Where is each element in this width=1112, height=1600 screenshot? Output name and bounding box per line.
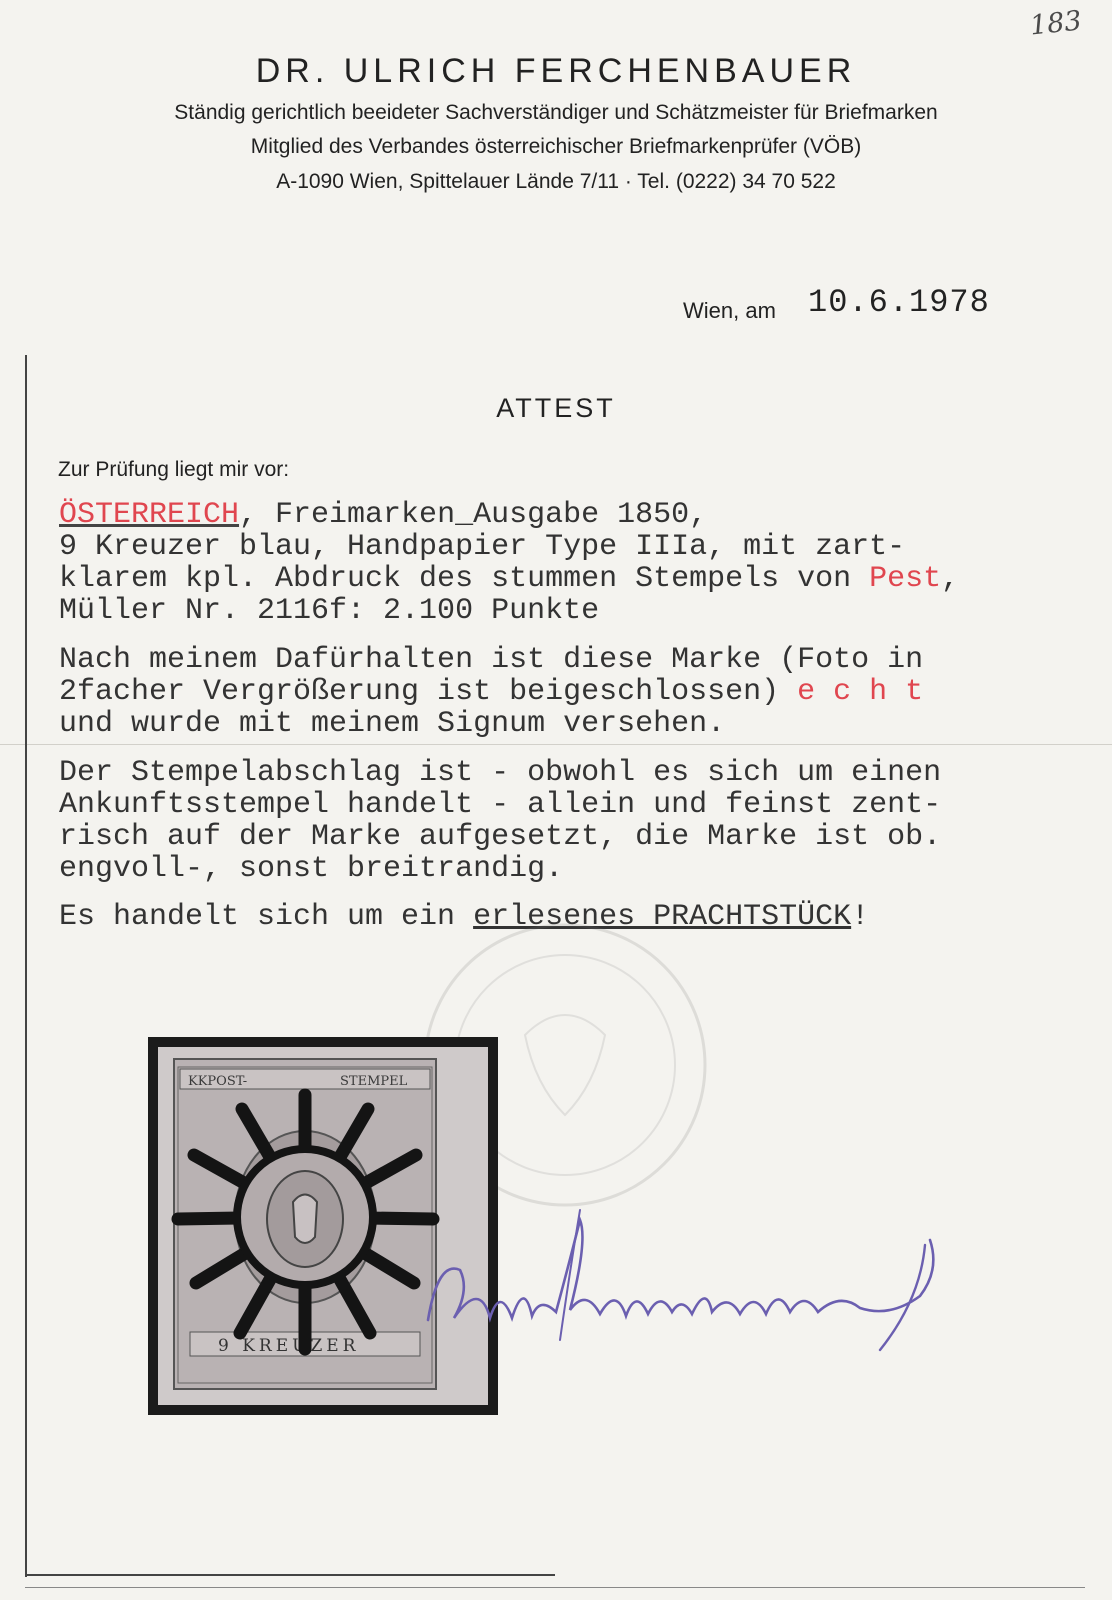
date-place: Wien, am xyxy=(683,298,776,323)
quality-emphasis: erlesenes PRACHTSTÜCK xyxy=(473,900,852,934)
para3-line2: Ankunftsstempel handelt - allein und feinst zent- xyxy=(59,788,942,822)
para3-line3: risch auf der Marke aufgesetzt, die Marke ist ob. xyxy=(59,820,942,854)
para1-line1-rest: , Freimarken_Ausgabe 1850, xyxy=(239,498,708,532)
stamp-label-top-left: KKPOST- xyxy=(188,1074,248,1089)
para2-line2 xyxy=(59,677,923,709)
para4-pre: Es handelt sich um ein xyxy=(59,900,474,934)
verdict-genuine: e c h t xyxy=(797,675,924,709)
para1-line4: Müller Nr. 2116f: 2.100 Punkte xyxy=(59,594,600,628)
issuer-line-1: Ständig gerichtlich beeideter Sachverständiger und Schätzmeister für Briefmarken xyxy=(174,101,938,124)
stamp-label-top-right: STEMPEL xyxy=(340,1074,408,1089)
para3-line4: engvoll-, sonst breitrandig. xyxy=(59,852,564,886)
para4-post: ! xyxy=(851,900,870,934)
country-name: ÖSTERREICH xyxy=(59,498,240,532)
para1-line3-pre: klarem kpl. Abdruck des stummen Stempels von xyxy=(59,562,870,596)
date-value: 10.6.1978 xyxy=(808,284,990,321)
para2-line2-pre: 2facher Vergrößerung ist beigeschlossen) xyxy=(59,675,798,709)
issuer-line-2: Mitglied des Verbandes österreichischer Briefmarkenprüfer (VÖB) xyxy=(250,135,862,158)
issuer-address: A-1090 Wien, Spittelauer Lände 7/11 · Tel. (0222) 34 70 522 xyxy=(276,170,836,193)
para3-line1: Der Stempelabschlag ist - obwohl es sich um einen xyxy=(59,756,942,790)
signature xyxy=(420,1200,960,1370)
frame-left-line xyxy=(25,355,27,1577)
fold-line xyxy=(0,744,1112,745)
para1-line3 xyxy=(59,564,959,596)
intro-text: Zur Prüfung liegt mir vor: xyxy=(58,458,290,481)
frame-bottom-line xyxy=(25,1574,555,1576)
para1-line2: 9 Kreuzer blau, Handpapier Type IIIa, mit zart- xyxy=(59,530,906,564)
issuer-name: DR. ULRICH FERCHENBAUER xyxy=(255,52,857,90)
postmark-place: Pest xyxy=(869,562,942,596)
page-number: 183 xyxy=(1028,5,1084,42)
para1-line1 xyxy=(59,500,707,532)
stamp-label-value: 9 KREUZER xyxy=(218,1336,360,1356)
para2-line3: und wurde mit meinem Signum versehen. xyxy=(59,707,726,741)
document-title: ATTEST xyxy=(496,393,616,423)
para1-line3-post: , xyxy=(941,562,960,596)
frame-bottom-line-thin xyxy=(25,1587,1085,1588)
para2-line1: Nach meinem Dafürhalten ist diese Marke (Foto in xyxy=(59,643,924,677)
